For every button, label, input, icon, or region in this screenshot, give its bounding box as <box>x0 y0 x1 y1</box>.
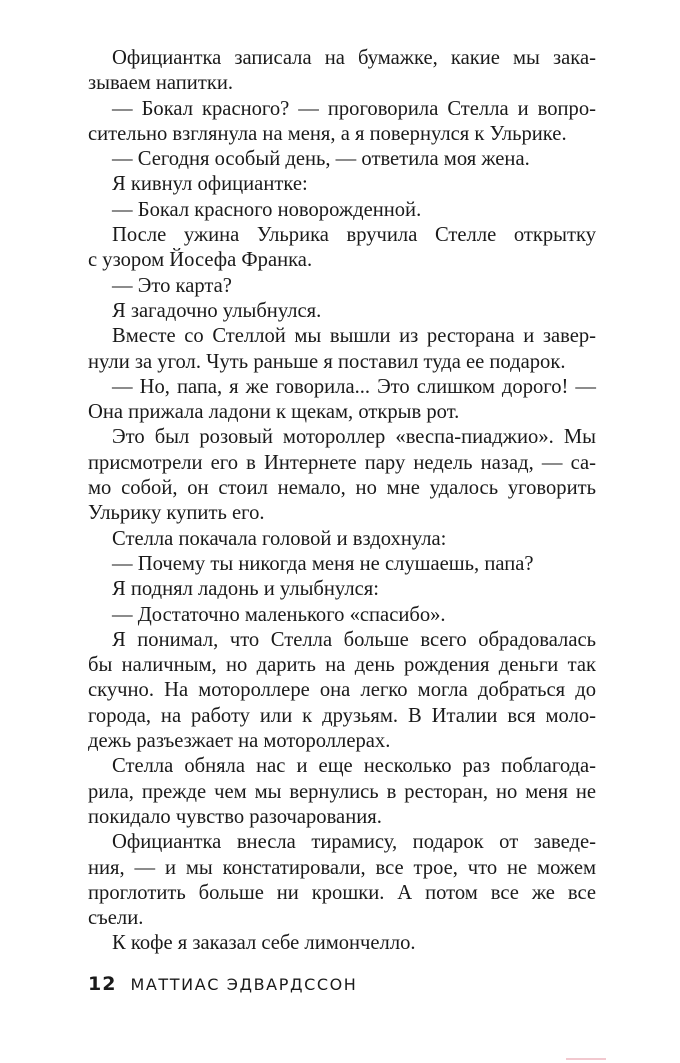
text-line: скучно. На мотороллере она легко могла добраться до <box>88 679 596 702</box>
text-line: Я загадочно улыбнулся. <box>112 299 322 322</box>
text-line: — Бокал красного новорожденной. <box>112 198 422 221</box>
text-line: Ульрику купить его. <box>88 502 265 525</box>
text-line: покидало чувство разочарования. <box>88 805 382 828</box>
text-line: — Бокал красного? — проговорила Стелла и вопро- <box>112 97 596 120</box>
scan-edge-mark <box>566 1058 606 1060</box>
text-line: дежь разъезжает на мотороллерах. <box>88 730 391 753</box>
text-line: рила, прежде чем мы вернулись в ресторан, но меня не <box>88 780 596 803</box>
text-line: — Достаточно маленького «спасибо». <box>112 603 446 626</box>
text-line: — Но, папа, я же говорила... Это слишком дорого! — <box>112 375 596 398</box>
text-line: ния, — и мы констатировали, все трое, что не можем <box>88 856 596 879</box>
text-line: Вместе со Стеллой мы вышли из ресторана и завер- <box>112 325 596 348</box>
text-line: Стелла обняла нас и еще несколько раз поблагода- <box>112 755 596 778</box>
page-footer <box>88 973 357 995</box>
text-line: Стелла покачала головой и вздохнула: <box>112 527 447 550</box>
text-line: — Почему ты никогда меня не слушаешь, папа? <box>112 552 534 575</box>
text-line: присмотрели его в Интернете пару недель назад, — са- <box>88 451 596 474</box>
page-number: 12 <box>88 973 117 995</box>
text-line: с узором Йосефа Франка. <box>88 249 313 272</box>
text-line: — Сегодня особый день, — ответила моя жена. <box>112 148 530 171</box>
text-line: Официантка внесла тирамису, подарок от заведе- <box>112 831 596 854</box>
text-line: Я понимал, что Стелла больше всего обрадовалась <box>112 628 596 651</box>
text-line: зываем напитки. <box>88 72 233 95</box>
text-line: Я поднял ладонь и улыбнулся: <box>112 578 379 601</box>
text-line: К кофе я заказал себе лимончелло. <box>112 932 416 955</box>
text-line: бы наличным, но дарить на день рождения деньги так <box>88 654 596 677</box>
page-body <box>88 46 596 957</box>
text-line: съели. <box>88 907 144 930</box>
text-line: проглотить больше ни крошки. А потом все же все <box>88 881 596 904</box>
text-line: мо собой, он стоил немало, но мне удалось уговорить <box>88 477 596 500</box>
text-line: города, на работу или к друзьям. В Италии вся моло- <box>88 704 596 727</box>
text-line: Это был розовый мотороллер «веспа-пиаджио». Мы <box>112 426 596 449</box>
text-line: После ужина Ульрика вручила Стелле открытку <box>112 224 596 247</box>
text-line: Она прижала ладони к щекам, открыв рот. <box>88 401 460 424</box>
text-line: Я кивнул официантке: <box>112 173 308 196</box>
running-head-author: МАТТИАС ЭДВАРДССОН <box>130 975 358 994</box>
text-line: сительно взглянула на меня, а я повернулся к Ульрике. <box>88 122 567 145</box>
text-line: нули за угол. Чуть раньше я поставил туда ее подарок. <box>88 350 566 373</box>
text-line: Официантка записала на бумажке, какие мы зака- <box>112 47 596 69</box>
text-line: — Это карта? <box>112 274 232 297</box>
